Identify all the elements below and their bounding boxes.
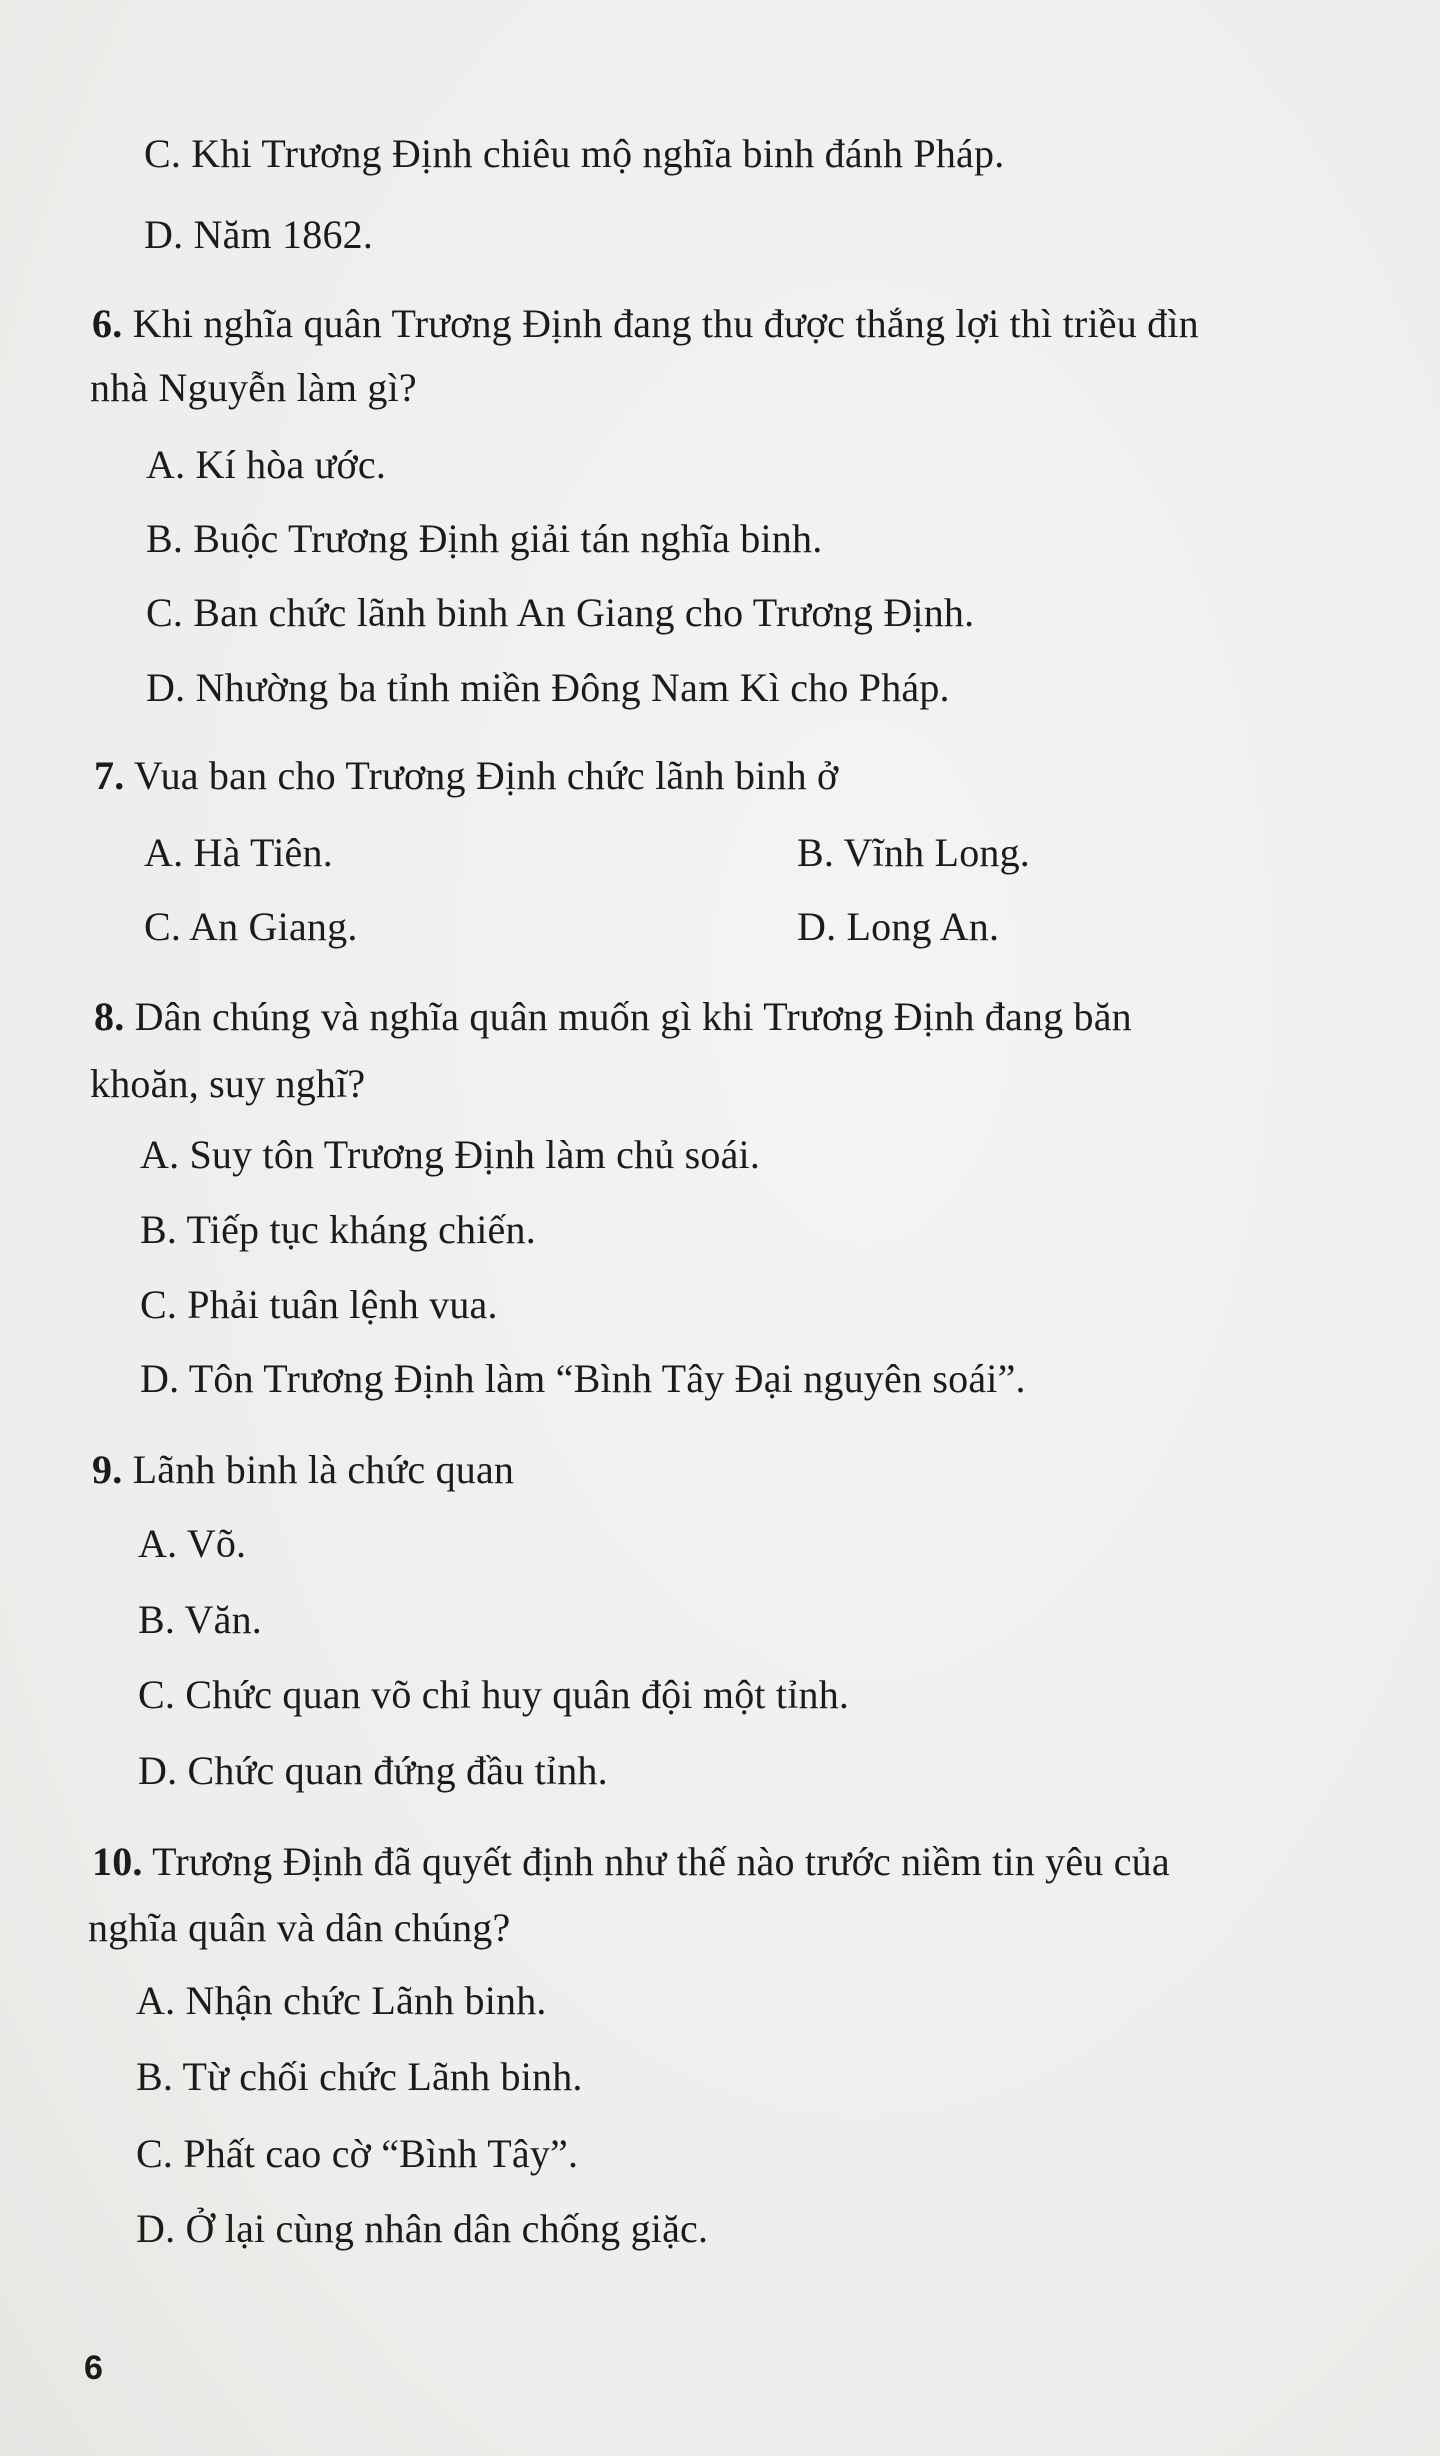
question-6 bbox=[92, 300, 1199, 348]
page-number: 6 bbox=[84, 2349, 103, 2387]
question-8-option-a: A. Suy tôn Trương Định làm chủ soái. bbox=[140, 1132, 761, 1177]
question-7-option-d: D. Long An. bbox=[797, 904, 1000, 949]
question-10-line2: nghĩa quân và dân chúng? bbox=[88, 1905, 511, 1950]
question-8-option-b: B. Tiếp tục kháng chiến. bbox=[140, 1207, 536, 1252]
question-number: 9. bbox=[92, 1447, 123, 1492]
question-10-option-b: B. Từ chối chức Lãnh binh. bbox=[136, 2054, 583, 2099]
question-10-option-d: D. Ở lại cùng nhân dân chống giặc. bbox=[136, 2206, 709, 2251]
question-6-option-d: D. Nhường ba tỉnh miền Đông Nam Kì cho Pháp. bbox=[146, 665, 950, 710]
question-9-option-a: A. Võ. bbox=[138, 1521, 247, 1566]
question-8-line2: khoăn, suy nghĩ? bbox=[90, 1061, 366, 1106]
question-9-option-c: C. Chức quan võ chỉ huy quân đội một tỉnh. bbox=[138, 1672, 850, 1717]
question-9-option-d: D. Chức quan đứng đầu tỉnh. bbox=[138, 1748, 608, 1793]
question-number: 7. bbox=[94, 753, 125, 798]
question-6-option-a: A. Kí hòa ước. bbox=[146, 442, 387, 487]
question-6-option-b: B. Buộc Trương Định giải tán nghĩa binh. bbox=[146, 516, 823, 561]
question-text: Khi nghĩa quân Trương Định đang thu được thắng lợi thì triều đìn bbox=[132, 301, 1199, 346]
question-text: Lãnh binh là chức quan bbox=[132, 1447, 515, 1492]
question-8 bbox=[94, 993, 1132, 1041]
prev-option-d: D. Năm 1862. bbox=[144, 212, 374, 257]
question-6-line2: nhà Nguyễn làm gì? bbox=[90, 365, 417, 410]
question-7-option-c: C. An Giang. bbox=[144, 904, 358, 949]
question-10 bbox=[92, 1838, 1170, 1886]
question-text: Vua ban cho Trương Định chức lãnh binh ở bbox=[133, 753, 839, 798]
question-8-option-c: C. Phải tuân lệnh vua. bbox=[140, 1282, 498, 1327]
question-7-option-b: B. Vĩnh Long. bbox=[797, 830, 1030, 875]
question-number: 6. bbox=[92, 301, 123, 346]
question-10-option-a: A. Nhận chức Lãnh binh. bbox=[136, 1978, 547, 2023]
question-10-option-c: C. Phất cao cờ “Bình Tây”. bbox=[136, 2131, 579, 2176]
question-6-option-c: C. Ban chức lãnh binh An Giang cho Trương Định. bbox=[146, 590, 975, 635]
question-text: Trương Định đã quyết định như thế nào trước niềm tin yêu của bbox=[152, 1839, 1170, 1884]
question-9-option-b: B. Văn. bbox=[138, 1597, 262, 1642]
question-8-option-d: D. Tôn Trương Định làm “Bình Tây Đại nguyên soái”. bbox=[140, 1356, 1026, 1401]
question-number: 10. bbox=[92, 1839, 143, 1884]
question-7 bbox=[94, 752, 838, 800]
question-number: 8. bbox=[94, 994, 125, 1039]
question-7-option-a: A. Hà Tiên. bbox=[144, 830, 333, 875]
prev-option-c: C. Khi Trương Định chiêu mộ nghĩa binh đánh Pháp. bbox=[144, 131, 1005, 176]
question-9 bbox=[92, 1446, 514, 1494]
question-text: Dân chúng và nghĩa quân muốn gì khi Trương Định đang băn bbox=[134, 994, 1132, 1039]
